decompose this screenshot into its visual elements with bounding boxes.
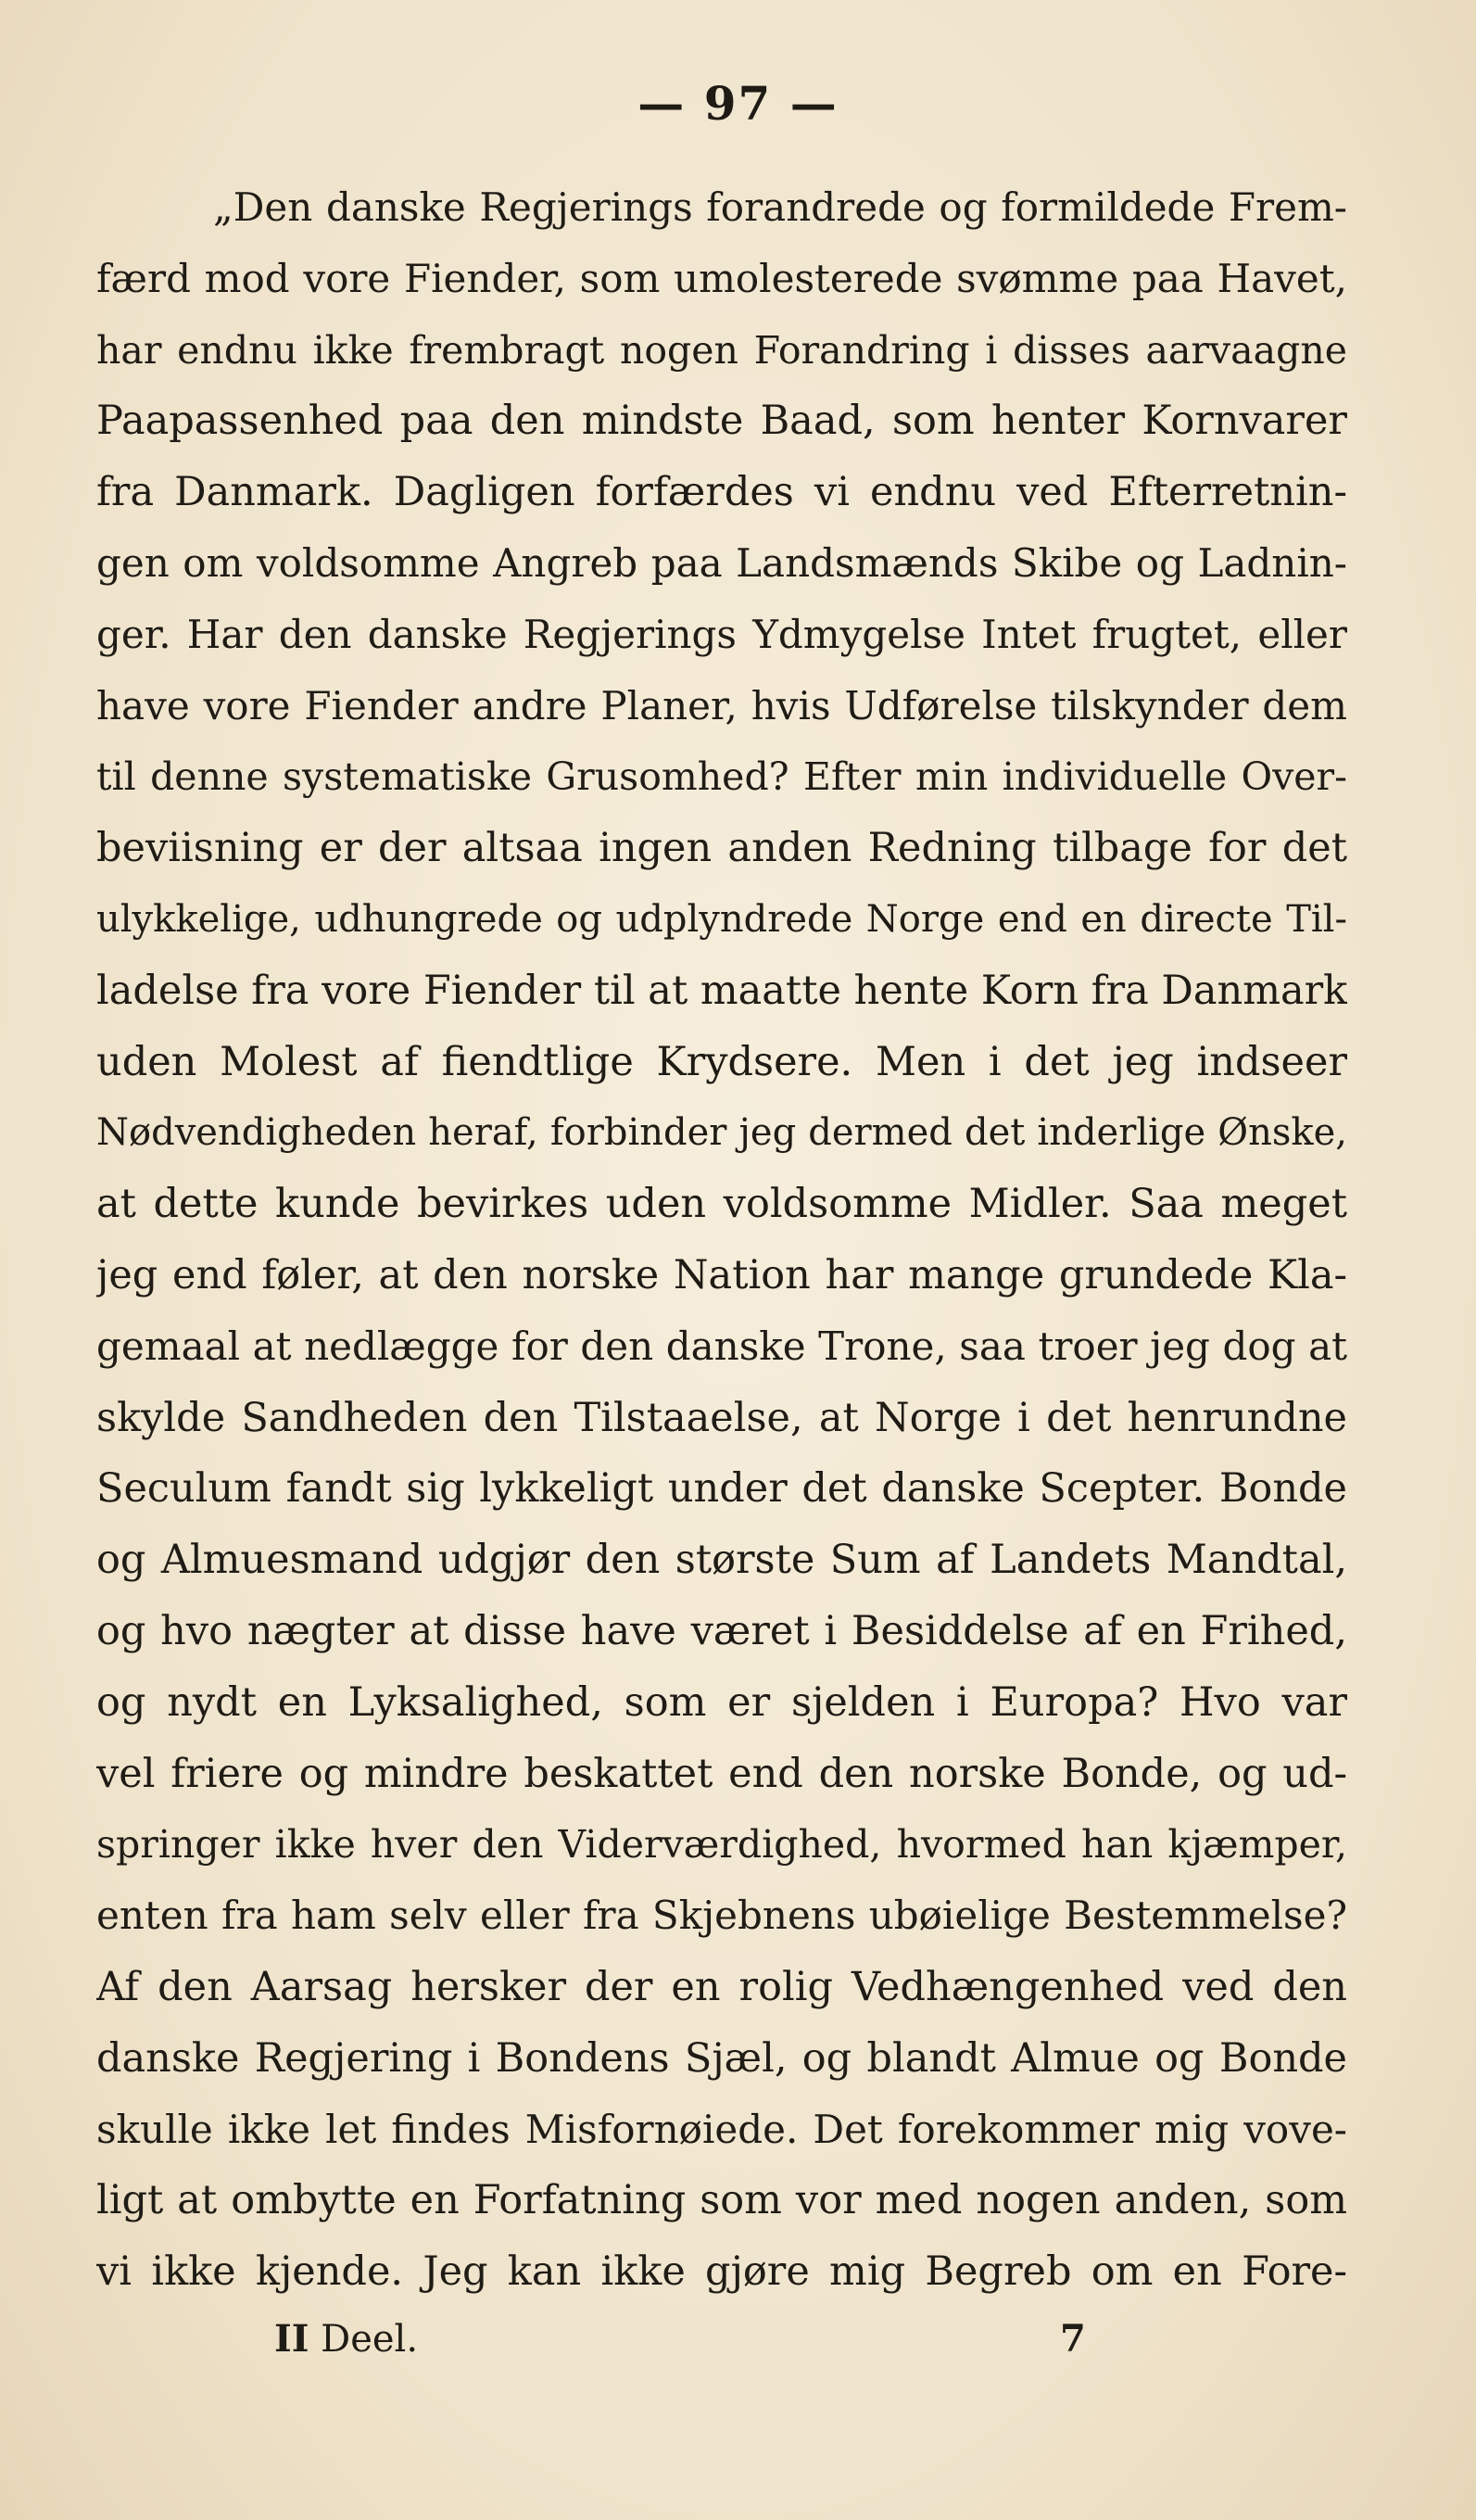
- text-line: Nødvendigheden heraf, forbinder jeg dermed det inderlige Ønske,: [96, 1111, 1347, 1155]
- text-line: fra Danmark. Dagligen forfærdes vi endnu ved Efterretnin-: [96, 469, 1347, 516]
- text-line: gemaal at nedlægge for den danske Trone, saa troer jeg dog at: [96, 1323, 1347, 1369]
- text-line: og Almuesmand udgjør den største Sum af Landets Mandtal,: [96, 1537, 1347, 1584]
- page-number: — 97 —: [637, 76, 839, 131]
- text-line: Af den Aarsag hersker der en rolig Vedhængenhed ved den: [96, 1963, 1347, 2010]
- text-line: at dette kunde bevirkes uden voldsomme Midler. Saa meget: [96, 1181, 1347, 1228]
- text-line: og hvo nægter at disse have været i Besiddelse af en Frihed,: [96, 1607, 1347, 1654]
- text-line: ger. Har den danske Regjerings Ydmygelse Intet frugtet, eller: [96, 611, 1347, 657]
- sheet-number: 7: [1060, 2317, 1086, 2361]
- text-line: enten fra ham selv eller fra Skjebnens ubøielige Bestemmelse?: [96, 1893, 1347, 1939]
- text-line: „Den danske Regjerings forandrede og formildede Frem-: [213, 184, 1347, 230]
- text-line: vi ikke kjende. Jeg kan ikke gjøre mig Begreb om en Fore-: [96, 2248, 1347, 2296]
- text-line: Paapassenhed paa den mindste Baad, som henter Kornvarer: [96, 398, 1347, 445]
- body-text: [96, 172, 1347, 2308]
- text-line: har endnu ikke frembragt nogen Forandring i disses aarvaagne: [96, 327, 1347, 373]
- text-line: beviisning er der altsaa ingen anden Redning tilbage for det: [96, 825, 1347, 872]
- text-line: uden Molest af fiendtlige Krydsere. Men i det jeg indseer: [96, 1038, 1347, 1085]
- text-line: til denne systematiske Grusomhed? Efter min individuelle Over-: [96, 754, 1347, 800]
- text-line: ladelse fra vore Fiender til at maatte hente Korn fra Danmark: [96, 967, 1347, 1014]
- volume-word: Deel.: [321, 2318, 419, 2361]
- text-line: have vore Fiender andre Planer, hvis Udførelse tilskynder dem: [96, 682, 1347, 728]
- text-line: ulykkelige, udhungrede og udplyndrede Norge end en directe Til-: [96, 897, 1347, 941]
- text-line: ligt at ombytte en Forfatning som vor med nogen anden, som: [96, 2177, 1347, 2224]
- text-line: skulle ikke let findes Misfornøiede. Det forekommer mig vove-: [96, 2106, 1347, 2152]
- text-line: danske Regjering i Bondens Sjæl, og blandt Almue og Bonde: [96, 2034, 1347, 2082]
- text-line: og nydt en Lyksalighed, som er sjelden i Europa? Hvo var: [96, 1678, 1347, 1726]
- text-line: gen om voldsomme Angreb paa Landsmænds Skibe og Ladnin-: [96, 539, 1347, 586]
- page-footer: [0, 2317, 1476, 2373]
- text-line: vel friere og mindre beskattet end den norske Bonde, og ud-: [96, 1750, 1347, 1797]
- volume-numeral: II: [274, 2317, 309, 2361]
- text-line: Seculum fandt sig lykkeligt under det danske Scepter. Bonde: [96, 1465, 1347, 1513]
- text-line: færd mod vore Fiender, som umolesterede svømme paa Havet,: [96, 255, 1347, 301]
- text-line: skylde Sandheden den Tilstaaelse, at Norge i det henrundne: [96, 1394, 1347, 1441]
- text-line: jeg end føler, at den norske Nation har mange grundede Kla-: [96, 1251, 1347, 1298]
- volume-signature: [274, 2317, 418, 2361]
- text-line: springer ikke hver den Viderværdighed, hvormed han kjæmper,: [96, 1822, 1347, 1868]
